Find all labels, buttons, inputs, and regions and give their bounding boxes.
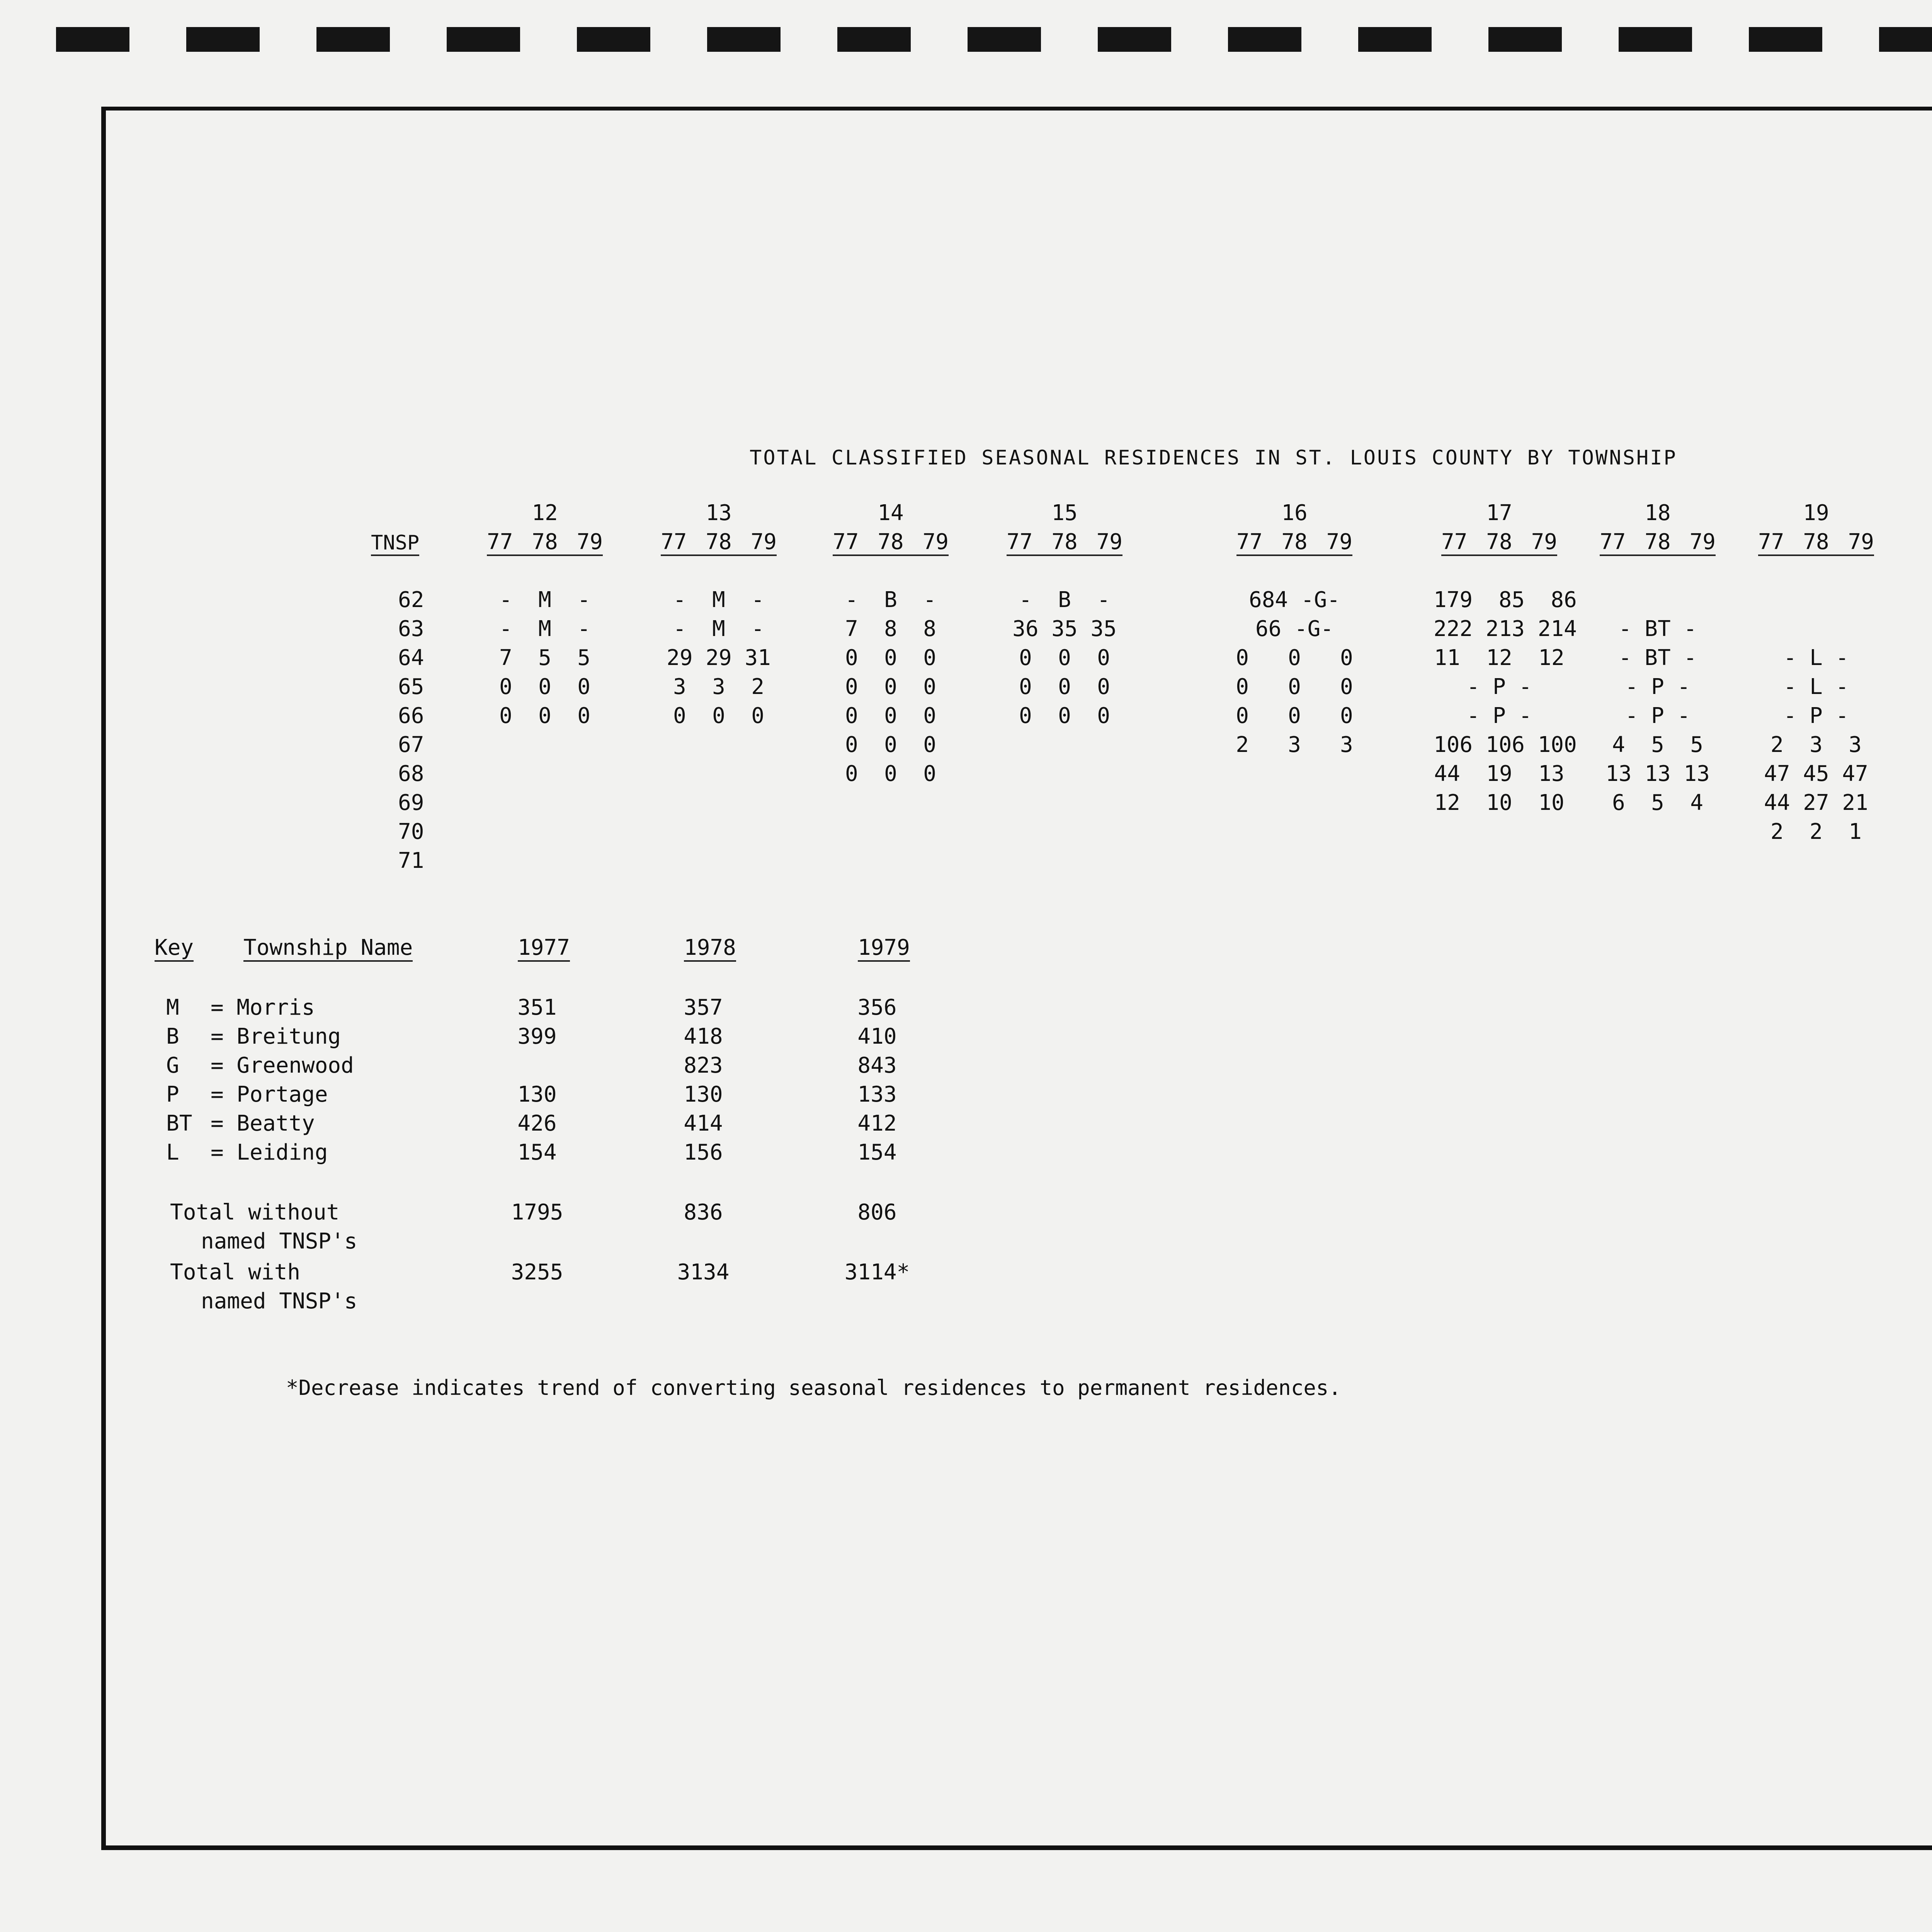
year-label: 77 xyxy=(487,529,513,554)
count-value: 399 xyxy=(517,1024,557,1049)
year-label: 79 xyxy=(922,529,949,554)
year-label: 78 xyxy=(706,529,732,554)
year-label: 78 xyxy=(1281,529,1308,554)
count-value: 154 xyxy=(857,1140,897,1165)
row-label: 64 xyxy=(398,645,424,670)
count-value: 426 xyxy=(517,1111,557,1136)
township-name: = Portage xyxy=(211,1082,328,1107)
year-label: 78 xyxy=(878,529,904,554)
table-cell: 684 -G- xyxy=(1248,587,1340,612)
year-label: 79 xyxy=(750,529,777,554)
table-cell: - M - xyxy=(673,587,764,612)
year-subheader xyxy=(833,529,949,556)
row-label: 63 xyxy=(398,616,424,641)
perforation-hole xyxy=(707,27,781,52)
table-cell: 0 0 0 xyxy=(845,761,936,786)
year-subheader xyxy=(1600,529,1716,556)
total-label: Total without xyxy=(170,1200,340,1225)
township-number: 17 xyxy=(1486,500,1512,526)
perforation-hole xyxy=(56,27,129,52)
table-cell: - BT - xyxy=(1618,616,1697,641)
table-cell: 2 3 3 xyxy=(1236,732,1353,757)
table-cell: - B - xyxy=(845,587,936,612)
township-number: 19 xyxy=(1803,500,1829,526)
table-cell: 0 0 0 xyxy=(1236,703,1353,728)
township-name: = Morris xyxy=(211,995,315,1020)
key-header: Township Name xyxy=(243,935,413,962)
township-number: 16 xyxy=(1281,500,1308,526)
table-cell: - M - xyxy=(673,616,764,641)
year-label: 77 xyxy=(1758,529,1784,554)
year-subheader xyxy=(1441,529,1557,556)
row-header: TNSP xyxy=(371,531,419,556)
table-cell: 0 0 0 xyxy=(1236,674,1353,699)
row-label: 66 xyxy=(398,703,424,728)
total-value: 3255 xyxy=(511,1260,563,1285)
township-number: 18 xyxy=(1645,500,1671,526)
table-cell: - L - xyxy=(1783,645,1849,670)
year-subheader xyxy=(661,529,777,556)
count-value: 156 xyxy=(684,1140,723,1165)
year-header: 1977 xyxy=(518,935,570,962)
table-cell: 0 0 0 xyxy=(1019,674,1110,699)
table-cell: 179 85 86 xyxy=(1434,587,1577,612)
table-cell: 3 3 2 xyxy=(673,674,764,699)
count-value: 823 xyxy=(684,1053,723,1078)
total-label: Total with xyxy=(170,1260,301,1285)
row-label: 68 xyxy=(398,761,424,786)
count-value: 414 xyxy=(684,1111,723,1136)
key-code: BT xyxy=(166,1111,192,1136)
year-label: 78 xyxy=(532,529,558,554)
count-value: 410 xyxy=(857,1024,897,1049)
township-name: = Beatty xyxy=(211,1111,315,1136)
perforation-hole xyxy=(186,27,260,52)
table-cell: - P - xyxy=(1783,703,1849,728)
row-label: 62 xyxy=(398,587,424,612)
table-cell: 222 213 214 xyxy=(1434,616,1577,641)
row-label: 65 xyxy=(398,674,424,699)
year-label: 79 xyxy=(1531,529,1557,554)
year-label: 77 xyxy=(1441,529,1468,554)
count-value: 356 xyxy=(857,995,897,1020)
year-label: 79 xyxy=(1848,529,1874,554)
page-frame xyxy=(101,107,1932,1850)
table-cell: 0 0 0 xyxy=(845,703,936,728)
table-cell: 0 0 0 xyxy=(499,703,590,728)
table-cell: 2 3 3 xyxy=(1770,732,1862,757)
count-value: 843 xyxy=(857,1053,897,1078)
table-cell: 0 0 0 xyxy=(1236,645,1353,670)
document-title: TOTAL CLASSIFIED SEASONAL RESIDENCES IN ST. LOUIS COUNTY BY TOWNSHIP xyxy=(750,446,1677,469)
key-code: L xyxy=(166,1140,179,1165)
table-cell: 0 0 0 xyxy=(845,674,936,699)
total-label: named TNSP's xyxy=(201,1229,357,1254)
perforation-hole xyxy=(1488,27,1562,52)
count-value: 133 xyxy=(857,1082,897,1107)
year-header: 1979 xyxy=(858,935,910,962)
total-value: 836 xyxy=(684,1200,723,1225)
table-cell: 0 0 0 xyxy=(845,732,936,757)
year-label: 77 xyxy=(1600,529,1626,554)
township-number: 13 xyxy=(706,500,732,526)
perforation-hole xyxy=(1358,27,1432,52)
year-subheader xyxy=(487,529,603,556)
table-cell: 6 5 4 xyxy=(1612,790,1703,815)
table-cell: 7 8 8 xyxy=(845,616,936,641)
row-label: 69 xyxy=(398,790,424,815)
table-cell: 0 0 0 xyxy=(1019,645,1110,670)
year-label: 78 xyxy=(1645,529,1671,554)
year-label: 78 xyxy=(1803,529,1829,554)
count-value: 412 xyxy=(857,1111,897,1136)
perforation-hole xyxy=(837,27,911,52)
key-code: G xyxy=(166,1053,179,1078)
table-cell: 11 12 12 xyxy=(1434,645,1565,670)
key-code: M xyxy=(166,995,179,1020)
perforation-hole xyxy=(968,27,1041,52)
year-label: 78 xyxy=(1486,529,1512,554)
year-label: 77 xyxy=(1007,529,1033,554)
table-cell: - B - xyxy=(1019,587,1110,612)
table-cell: 0 0 0 xyxy=(499,674,590,699)
total-value: 3134 xyxy=(677,1260,730,1285)
table-cell: 29 29 31 xyxy=(667,645,771,670)
table-cell: 12 10 10 xyxy=(1434,790,1565,815)
count-value: 130 xyxy=(684,1082,723,1107)
year-label: 77 xyxy=(833,529,859,554)
township-name: = Leiding xyxy=(211,1140,328,1165)
perforation-hole xyxy=(1228,27,1301,52)
year-subheader xyxy=(1007,529,1122,556)
table-cell: 44 19 13 xyxy=(1434,761,1565,786)
table-cell: - P - xyxy=(1466,703,1532,728)
perforation-hole xyxy=(1098,27,1171,52)
row-label: 67 xyxy=(398,732,424,757)
key-code: B xyxy=(166,1024,179,1049)
year-label: 79 xyxy=(1689,529,1716,554)
table-cell: - P - xyxy=(1625,703,1690,728)
table-cell: 0 0 0 xyxy=(1019,703,1110,728)
count-value: 130 xyxy=(517,1082,557,1107)
row-label: 70 xyxy=(398,819,424,844)
year-label: 78 xyxy=(1051,529,1078,554)
table-cell: 0 0 0 xyxy=(845,645,936,670)
township-number: 12 xyxy=(532,500,558,526)
table-cell: 44 27 21 xyxy=(1764,790,1868,815)
table-cell: 66 -G- xyxy=(1255,616,1334,641)
row-label: 71 xyxy=(398,848,424,873)
table-cell: 4 5 5 xyxy=(1612,732,1703,757)
table-cell: 2 2 1 xyxy=(1770,819,1862,844)
total-label: named TNSP's xyxy=(201,1289,357,1314)
township-number: 15 xyxy=(1051,500,1078,526)
year-label: 79 xyxy=(577,529,603,554)
year-subheader xyxy=(1758,529,1874,556)
year-label: 79 xyxy=(1326,529,1352,554)
table-cell: - M - xyxy=(499,587,590,612)
table-cell: - M - xyxy=(499,616,590,641)
key-header: Key xyxy=(155,935,194,962)
year-header: 1978 xyxy=(684,935,736,962)
total-value: 806 xyxy=(857,1200,897,1225)
township-name: = Greenwood xyxy=(211,1053,354,1078)
table-cell: 36 35 35 xyxy=(1012,616,1117,641)
table-cell: - P - xyxy=(1625,674,1690,699)
count-value: 357 xyxy=(684,995,723,1020)
table-cell: 0 0 0 xyxy=(673,703,764,728)
count-value: 351 xyxy=(517,995,557,1020)
perforation-hole xyxy=(577,27,650,52)
table-cell: - BT - xyxy=(1618,645,1697,670)
year-label: 77 xyxy=(661,529,687,554)
year-label: 79 xyxy=(1096,529,1122,554)
key-code: P xyxy=(166,1082,179,1107)
table-cell: 106 106 100 xyxy=(1434,732,1577,757)
perforation-hole xyxy=(447,27,520,52)
total-value: 3114* xyxy=(844,1260,910,1285)
table-cell: 47 45 47 xyxy=(1764,761,1868,786)
table-cell: 7 5 5 xyxy=(499,645,590,670)
footnote: *Decrease indicates trend of converting seasonal residences to permanent residences. xyxy=(286,1376,1341,1400)
year-subheader xyxy=(1236,529,1352,556)
township-number: 14 xyxy=(878,500,904,526)
table-cell: - L - xyxy=(1783,674,1849,699)
perforation-hole xyxy=(1619,27,1692,52)
perforation-strip xyxy=(0,27,1932,54)
perforation-hole xyxy=(316,27,390,52)
table-cell: 13 13 13 xyxy=(1605,761,1710,786)
year-label: 77 xyxy=(1236,529,1263,554)
perforation-hole xyxy=(1749,27,1822,52)
count-value: 418 xyxy=(684,1024,723,1049)
township-name: = Breitung xyxy=(211,1024,341,1049)
count-value: 154 xyxy=(517,1140,557,1165)
perforation-hole xyxy=(1879,27,1932,52)
total-value: 1795 xyxy=(511,1200,563,1225)
table-cell: - P - xyxy=(1466,674,1532,699)
